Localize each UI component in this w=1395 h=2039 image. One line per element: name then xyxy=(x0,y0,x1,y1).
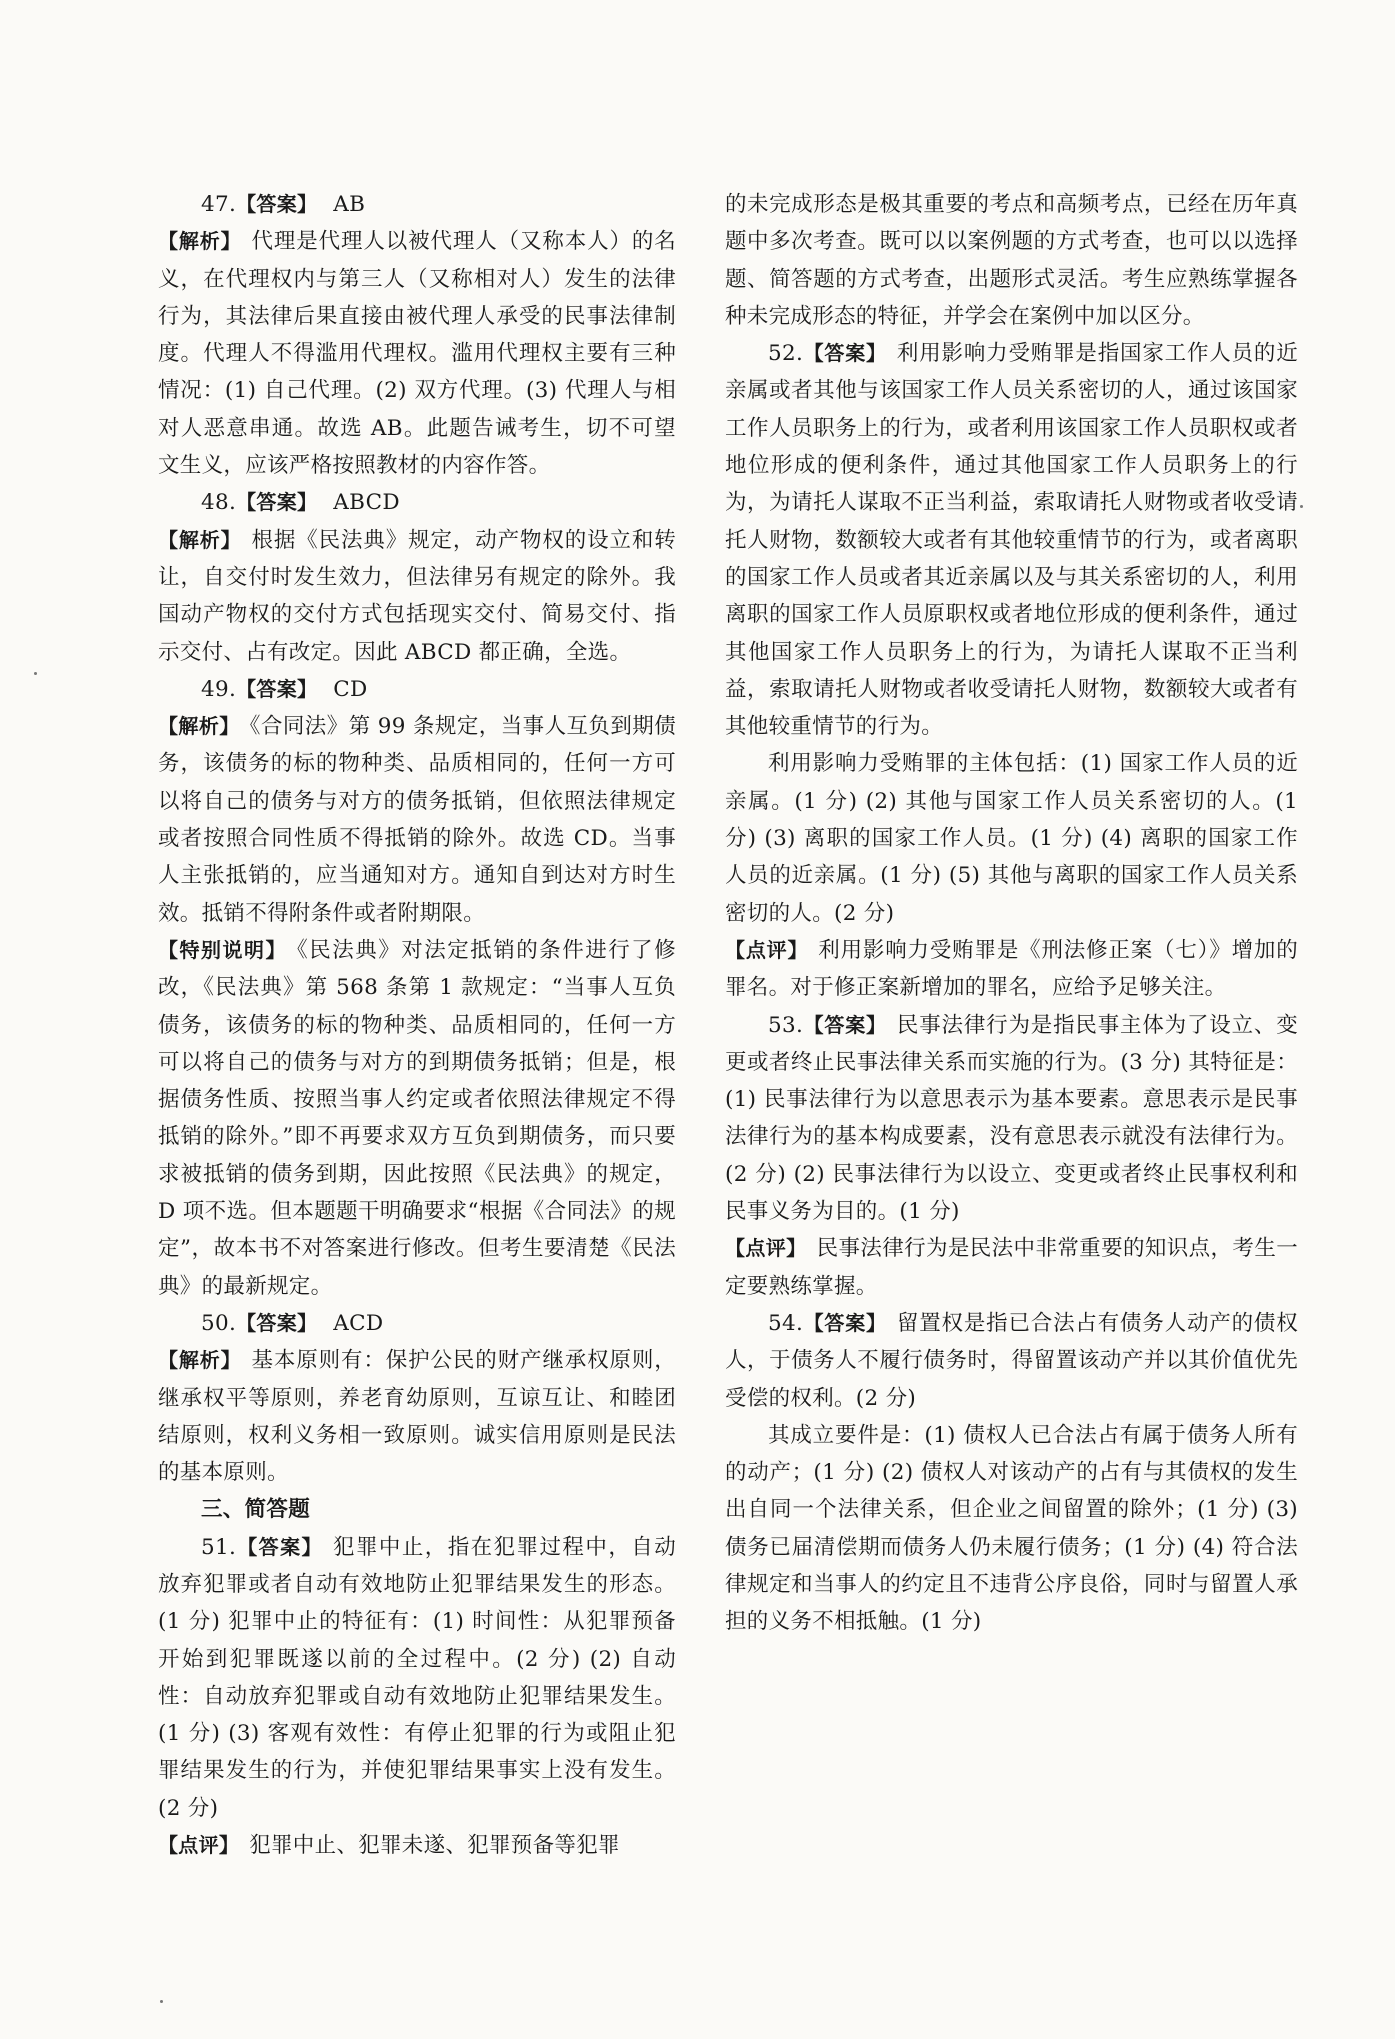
answer-52 xyxy=(725,335,1298,745)
left-column xyxy=(158,186,676,1864)
answer-tag: 【答案】 xyxy=(236,1534,324,1559)
answer-53 xyxy=(725,1007,1298,1231)
answer-text: 民事法律行为是指民事主体为了设立、变更或者终止民事法律关系而实施的行为。(3 分) 其特征是：(1) 民事法律行为以意思表示为基本要素。意思表示是民事法律行为的基本构成要素，没有意思表示就没有法律行为。(2 分) (2) 民事法律行为以设立、变更或者终止民事权利和民事义务为目的。(1 分) xyxy=(725,1012,1299,1225)
comment-51 xyxy=(158,1827,676,1864)
answer-51 xyxy=(158,1529,676,1827)
answer-value: ACD xyxy=(333,1310,384,1336)
question-number: 51. xyxy=(201,1534,237,1560)
comment-51-continued: 的未完成形态是极其重要的考点和高频考点，已经在历年真题中多次考查。既可以以案例题的方式考查，也可以以选择题、简答题的方式考查，出题形式灵活。考生应熟练掌握各种未完成形态的特征，并学会在案例中加以区分。 xyxy=(725,192,1298,329)
analysis-tag: 【解析】 xyxy=(158,714,240,739)
analysis-text: 代理是代理人以被代理人（又称本人）的名义，在代理权内与第三人（又称相对人）发生的法律行为，其法律后果直接由被代理人承受的民事法律制度。代理人不得滥用代理权。滥用代理权主要有三种情况：(1) 自己代理。(2) 双方代理。(3) 代理人与相对人恶意串通。故选 AB。此题告诫考生，切不可望文生义，应该严格按照教材的内容作答。 xyxy=(158,229,677,479)
scan-speck xyxy=(34,672,37,675)
question-number: 50. xyxy=(201,1310,237,1336)
answer-value: AB xyxy=(333,192,366,217)
answer-tag: 【答案】 xyxy=(236,676,318,701)
answer-tag: 【答案】 xyxy=(236,1310,318,1335)
analysis-tag: 【解析】 xyxy=(158,229,242,254)
comment-52 xyxy=(725,932,1298,1007)
question-number: 52. xyxy=(768,341,804,367)
question-number: 49. xyxy=(201,676,237,702)
answer-tag: 【答案】 xyxy=(803,1310,887,1335)
answer-54-requirements: 其成立要件是：(1) 债权人已合法占有属于债务人所有的动产；(1 分) (2) 债权人对该动产的占有与其债权的发生出自同一个法律关系，但企业之间留置的除外；(1 分) (3) 债务已届清偿期而债务人仍未履行债务；(1 分) (4) 符合法律规定和当事人的约定且不违背公序良俗，同时与留置人承担的义务不相抵触。(1 分) xyxy=(725,1422,1298,1635)
question-number: 54. xyxy=(768,1310,804,1336)
section-heading: 三、简答题 xyxy=(201,1497,311,1523)
scan-speck xyxy=(1300,505,1303,508)
question-number: 47. xyxy=(201,192,237,217)
comment-tag: 【点评】 xyxy=(725,937,809,962)
answer-tag: 【答案】 xyxy=(236,490,318,515)
analysis-47 xyxy=(158,223,676,484)
special-note-49 xyxy=(158,932,676,1305)
answer-value: CD xyxy=(333,676,368,702)
comment-text: 民事法律行为是民法中非常重要的知识点，考生一定要熟练掌握。 xyxy=(725,1236,1299,1299)
analysis-text: 《合同法》第 99 条规定，当事人互负到期债务，该债务的标的物种类、品质相同的，任何一方可以将自己的债务与对方的债务抵销，但依照法律规定或者按照合同性质不得抵销的除外。故选 CD。当事人主张抵销的，应当通知对方。通知自到达对方时生效。抵销不得附条件或者附期限。 xyxy=(158,714,676,926)
answer-48 xyxy=(158,484,676,521)
question-number: 48. xyxy=(201,490,237,516)
answer-52-subjects: 利用影响力受贿罪的主体包括：(1) 国家工作人员的近亲属。(1 分) (2) 其他与国家工作人员关系密切的人。(1 分) (3) 离职的国家工作人员。(1 分) (4) 离职的国家工作人员的近亲属。(1 分) (5) 其他与离职的国家工作人员关系密切的人。(2 分) xyxy=(725,751,1298,926)
analysis-tag: 【解析】 xyxy=(158,527,242,552)
special-note-tag: 【特别说明】 xyxy=(158,937,287,962)
comment-tag: 【点评】 xyxy=(158,1833,240,1858)
answer-50 xyxy=(158,1305,676,1342)
answer-text: 利用影响力受贿罪是指国家工作人员的近亲属或者其他与该国家工作人员关系密切的人，通过该国家工作人员职务上的行为，或者利用该国家工作人员职权或者地位形成的便利条件，通过其他国家工作人员职务上的行为，为请托人谋取不正当利益，索取请托人财物或者收受请托人财物，数额较大或者有其他较重情节的行为，或者离职的国家工作人员或者其近亲属以及与其关系密切的人，利用离职的国家工作人员原职权或者地位形成的便利条件，通过其他国家工作人员职务上的行为，为请托人谋取不正当利益，索取请托人财物或者收受请托人财物，数额较大或者有其他较重情节的行为。 xyxy=(725,341,1299,740)
special-note-text: 《民法典》对法定抵销的条件进行了修改，《民法典》第 568 条第 1 款规定：“当事人互负债务，该债务的标的物种类、品质相同的，任何一方可以将自己的债务与对方的到期债务抵销；但是，根据债务性质、按照当事人约定或者依照法律规定不得抵销的除外。”即不再要求双方互负到期债务，而只要求被抵销的债务到期，因此按照《民法典》的规定，D 项不选。但本题题干明确要求“根据《合同法》的规定”，故本书不对答案进行修改。但考生要清楚《民法典》的最新规定。 xyxy=(158,937,676,1299)
analysis-48 xyxy=(158,522,676,671)
answer-tag: 【答案】 xyxy=(803,1012,887,1037)
analysis-text: 基本原则有：保护公民的财产继承权原则，继承权平等原则，养老育幼原则，互谅互让、和睦团结原则，权利义务相一致原则。诚实信用原则是民法的基本原则。 xyxy=(158,1348,677,1486)
comment-53 xyxy=(725,1230,1298,1305)
answer-47 xyxy=(158,186,676,223)
question-number: 53. xyxy=(768,1012,804,1038)
analysis-50 xyxy=(158,1342,676,1491)
answer-49 xyxy=(158,671,676,708)
answer-value: ABCD xyxy=(333,490,400,516)
analysis-text: 根据《民法典》规定，动产物权的设立和转让，自交付时发生效力，但法律另有规定的除外。我国动产物权的交付方式包括现实交付、简易交付、指示交付、占有改定。因此 ABCD 都正确，全选。 xyxy=(158,527,677,665)
comment-text: 利用影响力受贿罪是《刑法修正案（七）》增加的罪名。对于修正案新增加的罪名，应给予足够关注。 xyxy=(725,937,1299,1001)
scan-speck xyxy=(160,2000,163,2003)
comment-text: 犯罪中止、犯罪未遂、犯罪预备等犯罪 xyxy=(249,1833,620,1859)
answer-tag: 【答案】 xyxy=(236,192,318,216)
analysis-49 xyxy=(158,708,676,932)
analysis-tag: 【解析】 xyxy=(158,1348,242,1373)
answer-tag: 【答案】 xyxy=(803,341,887,366)
comment-tag: 【点评】 xyxy=(725,1236,807,1261)
right-column xyxy=(725,186,1298,1641)
answer-54 xyxy=(725,1305,1298,1417)
answer-text: 犯罪中止，指在犯罪过程中，自动放弃犯罪或者自动有效地防止犯罪结果发生的形态。(1 分) 犯罪中止的特征有：(1) 时间性：从犯罪预备开始到犯罪既遂以前的全过程中。(2 分) (2) 自动性：自动放弃犯罪或自动有效地防止犯罪结果发生。(1 分) (3) 客观有效性：有停止犯罪的行为或阻止犯罪结果发生的行为，并使犯罪结果事实上没有发生。(2 分) xyxy=(158,1534,676,1821)
answer-text: 留置权是指已合法占有债务人动产的债权人，于债务人不履行债务时，得留置该动产并以其价值优先受偿的权利。(2 分) xyxy=(725,1310,1299,1411)
